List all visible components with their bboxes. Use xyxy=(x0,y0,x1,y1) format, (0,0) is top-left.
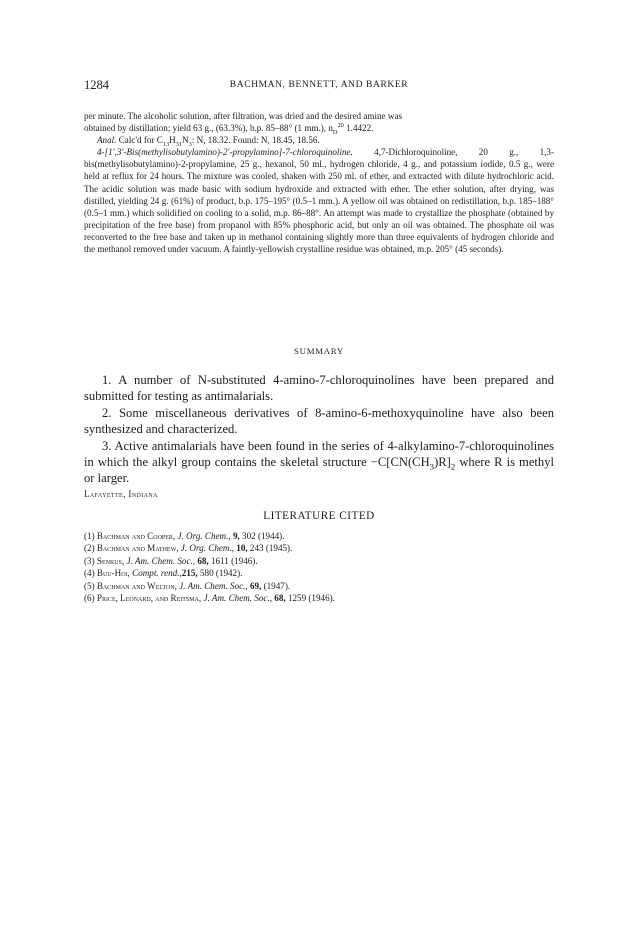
experimental-section xyxy=(84,110,554,255)
summary-item: 1. A number of N-substituted 4-amino-7-chloroquinolines have been prepared and submitted for testing as antimalarials. xyxy=(84,373,554,404)
compound-title: 4-[1′,3′-Bis(methylisobutylamino)-2′-propylamino]-7-chloroquinoline. xyxy=(97,147,353,158)
page-number: 1284 xyxy=(84,78,109,92)
analysis-line: Anal. Calc'd for $C_{13}H_{31}N_3$: N, 18.32. Found: N, 18.45, 18.56. xyxy=(97,135,320,148)
literature-heading: LITERATURE CITED xyxy=(263,510,375,522)
author-location: Lafayette, Indiana xyxy=(84,489,158,499)
experimental-line-1: per minute. The alcoholic solution, after filtration, was dried and the desired amine was xyxy=(84,111,403,121)
reference-item: (1) Bachman and Cooper, J. Org. Chem., 9, 302 (1944). xyxy=(84,531,285,541)
compound-body: 4,7-Dichloroquinoline, 20 g., 1,3-bis(methylisobutylamino)-2-propylamine, 25 g., hexanol, 50 ml., hydrogen chloride, 4 g., and potassium iodide, 0.5 g., were held at reflux for 24 hours. The mixture was cooled, shaken with 250 ml. of ether, and extracted with dilute hydrochloric acid. The acidic solution was made basic with sodium hydroxide and extracted with ether. The ether solution, after drying, was distilled, yielding 24 g. (61%) of product, b.p. 175–195° (0.5–1 mm.). A yellow oil was obtained on redistillation, b.p. 185–188° (0.5–1 mm.) which solidified on cooling to a solid, m.p. 86–88°. An attempt was made to crystallize the phosphate (obtained by precipitation of the free base) from propanol with 85% phosphoric acid, but only an oil was obtained. The phosphate oil was reconverted to the free base and taken up in methanol containing slightly more than three equivalents of hydrogen chloride and the methanol removed under vacuum. A faintly-yellowish crystalline residue was obtained, m.p. 205° (45 seconds). xyxy=(84,147,554,255)
reference-list xyxy=(84,530,554,604)
reference-item: (5) Bachman and Welton, J. Am. Chem. Soc., 69, (1947). xyxy=(84,580,291,591)
summary-item: 2. Some miscellaneous derivatives of 8-amino-6-methoxyquinoline have also been synthesized and characterized. xyxy=(84,405,554,437)
reference-item: (3) Senkus, J. Am. Chem. Soc., 68, 1611 (1946). xyxy=(84,555,258,566)
summary-list xyxy=(84,372,554,487)
summary-heading: SUMMARY xyxy=(294,346,344,356)
reference-item: (2) Bachman and Mathew, J. Org. Chem., 10, 243 (1945). xyxy=(84,543,293,554)
reference-item: (4) Buu-Hoi, Compt. rend.,215, 580 (1942). xyxy=(84,568,243,579)
page-header xyxy=(84,78,554,92)
summary-item: 3. Active antimalarials have been found in the series of 4-alkylamino-7-chloroquinolines in which the alkyl group contains the skeletal structure $-C[CN(CH_3)R]_2$ where R is methyl or larger. xyxy=(84,438,554,486)
experimental-line-2: obtained by distillation; yield 63 g., (63.3%), b.p. 85–88° (1 mm.), $n_D^{20}$ 1.4422. xyxy=(84,122,374,136)
reference-item: (6) Price, Leonard, and Reitsma, J. Am. Chem. Soc., 68, 1259 (1946). xyxy=(84,593,335,604)
compound-paragraph xyxy=(84,146,554,255)
running-head: BACHMAN, BENNETT, AND BARKER xyxy=(229,80,409,90)
